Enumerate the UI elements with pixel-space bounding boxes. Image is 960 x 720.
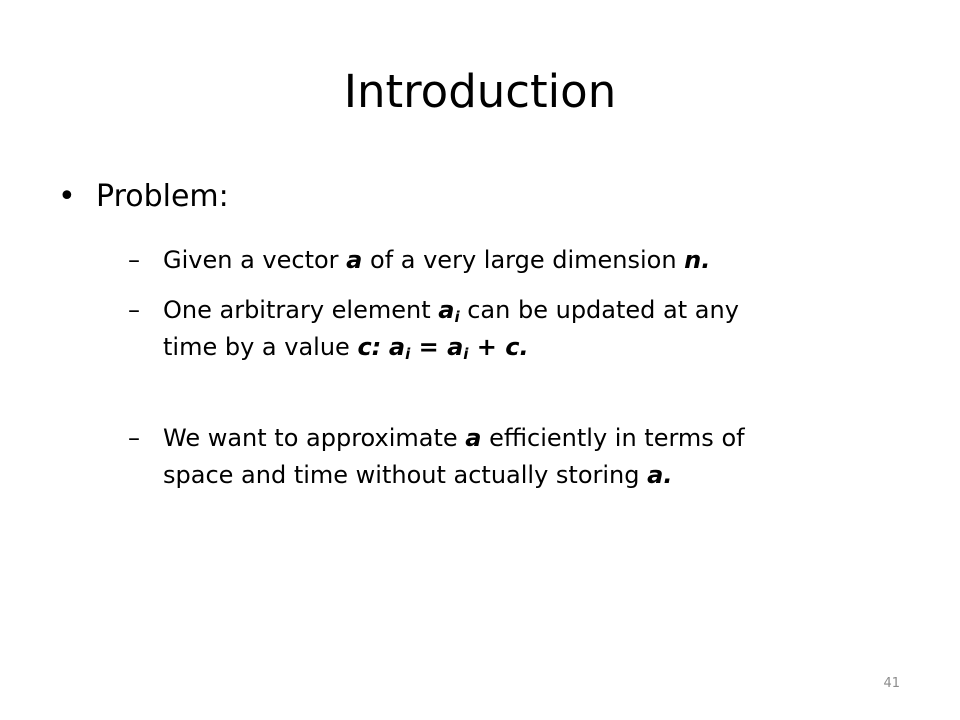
dash-marker: – bbox=[128, 424, 140, 452]
dash-marker: – bbox=[128, 246, 140, 274]
dash-marker: – bbox=[128, 296, 140, 324]
sub-bullet-2-text: One arbitrary element $a_i$ can be updated at any time by a value c: $a_i = a_i + c$. bbox=[163, 296, 739, 363]
bullet-marker: • bbox=[58, 179, 76, 214]
sub-bullet-1 bbox=[128, 242, 868, 279]
slide-title: Introduction bbox=[343, 65, 617, 118]
slide-number: 41 bbox=[883, 676, 900, 691]
sub-bullet-3-text: We want to approximate a efficiently in terms of space and time without actually storing a. bbox=[163, 424, 745, 489]
bullet-problem-label: Problem: bbox=[96, 179, 229, 214]
bullet-problem bbox=[58, 175, 229, 219]
sub-bullet-1-text: Given a vector a of a very large dimension n. bbox=[163, 246, 711, 274]
sub-bullet-2 bbox=[128, 292, 868, 366]
sub-bullet-3 bbox=[128, 420, 868, 494]
